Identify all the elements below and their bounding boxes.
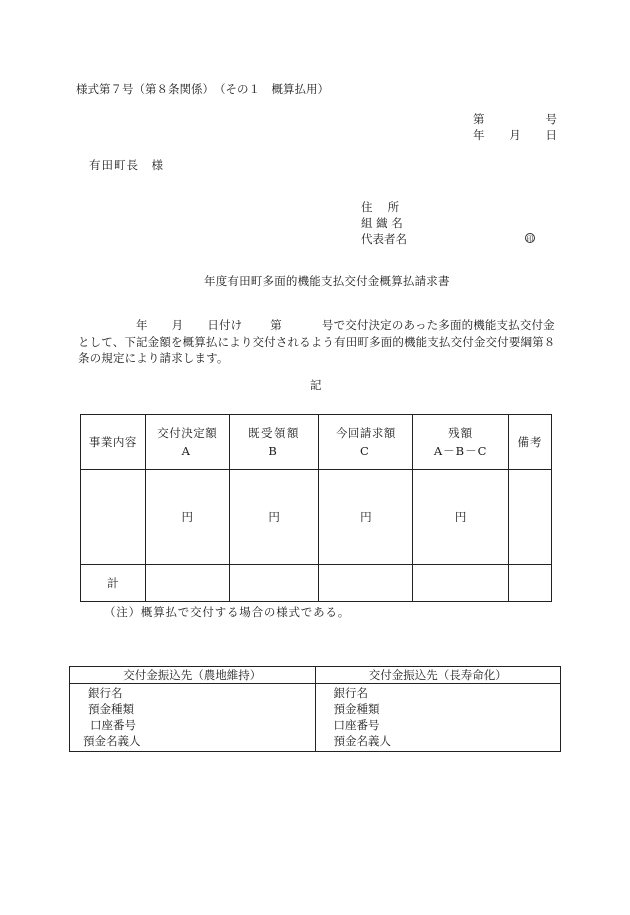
detail-table-header-row — [81, 415, 552, 470]
date-year: 年 — [473, 128, 485, 142]
applicant-organization — [361, 215, 413, 231]
organization-label: 組 織 名 — [361, 216, 403, 230]
request-body-text — [78, 317, 562, 367]
bank-details-farmland — [70, 684, 316, 752]
cell-total-decided — [145, 565, 229, 602]
address-label: 住 所 — [361, 200, 400, 214]
cell-remarks — [509, 470, 552, 565]
bank-header-farmland: 交付金振込先（農地維持） — [70, 667, 316, 684]
seal-icon: 印 — [526, 235, 534, 243]
bank-table-header-row — [70, 667, 561, 684]
account-number-label: 口座番号 — [90, 718, 136, 732]
body-year: 年 — [136, 318, 148, 332]
bank-header-longevity: 交付金振込先（長寿命化） — [315, 667, 561, 684]
header-decided-amount: 交付決定額 A — [145, 415, 229, 470]
body-month: 月 — [171, 318, 184, 332]
bank-details-longevity — [315, 684, 561, 752]
number-label-go: 号 — [545, 112, 557, 126]
cell-business-content — [81, 470, 146, 565]
date-month: 月 — [509, 128, 521, 142]
cell-current-request: 円 — [319, 470, 413, 565]
date-day: 日 — [545, 128, 557, 142]
detail-table-amount-row — [81, 470, 552, 565]
deposit-type-label: 預金種類 — [88, 702, 134, 716]
form-label: 様式第７号（第８条関係） （その１ 概算払用） — [76, 82, 329, 96]
bank-table-body-row — [70, 684, 561, 752]
body-rest: 号で交付決定のあった多面的機能支払交付金として、下記金額を概算払により交付されるよう有田町多面的機能支払交付金交付要綱第８条の規定により請求します。 — [78, 318, 556, 366]
cell-total-remaining — [413, 565, 509, 602]
body-day-suffix: 日付け — [207, 318, 243, 332]
cell-total-remarks — [509, 565, 552, 602]
account-holder-label: 預金名義人 — [333, 734, 391, 748]
document-number — [473, 111, 557, 127]
deposit-type-label: 預金種類 — [333, 702, 380, 716]
account-holder-label: 預金名義人 — [83, 734, 141, 748]
header-current-request: 今回請求額 C — [319, 415, 413, 470]
account-number-label: 口座番号 — [333, 718, 380, 732]
cell-decided-amount: 円 — [145, 470, 229, 565]
cell-remaining-amount: 円 — [413, 470, 509, 565]
cell-total-current — [319, 565, 413, 602]
applicant-representative — [361, 231, 413, 247]
cell-total-label: 計 — [81, 565, 146, 602]
footnote: （注）概算払で交付する場合の様式である。 — [104, 605, 350, 619]
number-label-dai: 第 — [473, 112, 485, 126]
document-title: 年度有田町多面的機能支払交付金概算払請求書 — [204, 274, 450, 288]
detail-table-total-row — [81, 565, 552, 602]
header-remaining-amount: 残額 A－B－C — [413, 415, 509, 470]
applicant-address — [361, 199, 413, 215]
body-number-prefix: 第 — [270, 318, 282, 332]
header-remarks: 備考 — [509, 415, 552, 470]
bank-transfer-table — [69, 666, 561, 752]
addressee: 有田町長 様 — [89, 158, 164, 172]
header-received-amount: 既受領額 B — [229, 415, 319, 470]
cell-received-amount: 円 — [229, 470, 319, 565]
header-business-content: 事業内容 — [81, 415, 146, 470]
bank-name-label: 銀行名 — [88, 686, 123, 700]
cell-total-received — [229, 565, 319, 602]
bank-name-label: 銀行名 — [333, 686, 368, 700]
document-date — [473, 127, 557, 143]
representative-label: 代表者名 — [361, 232, 407, 246]
detail-table — [80, 414, 552, 602]
ki-heading: 記 — [310, 378, 322, 392]
